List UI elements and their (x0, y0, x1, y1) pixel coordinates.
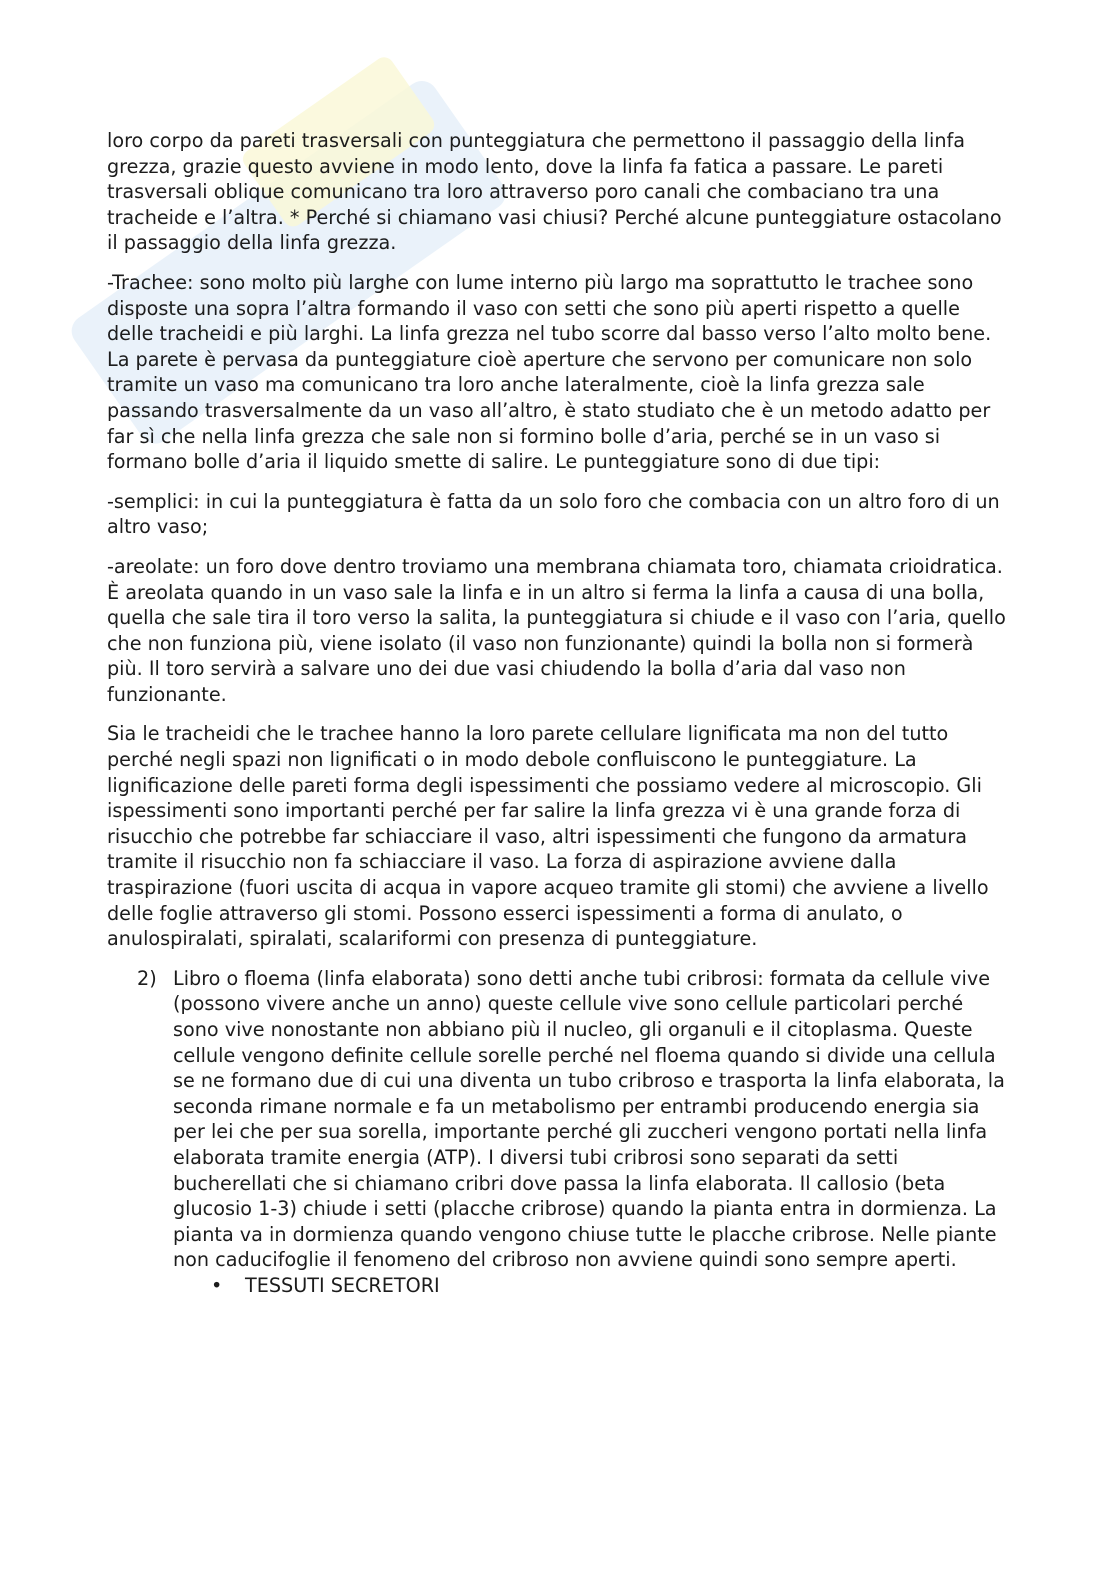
paragraph-tracheidi: loro corpo da pareti trasversali con punteggiatura che permettono il passaggio della linfa grezza, grazie questo avviene in modo lento, dove la linfa fa fatica a passare. Le pareti trasversali oblique comunicano tra loro attraverso poro canali che combaciano tra una tracheide e l’altra. * Perché si chiamano vasi chiusi? Perché alcune punteggiature ostacolano il passaggio della linfa grezza. (107, 129, 1002, 255)
paragraph-areolate: -areolate: un foro dove dentro troviamo una membrana chiamata toro, chiamata crioidratica. È areolata quando in un vaso sale la linfa e in un altro si ferma la linfa a causa di una bolla, quella che sale tira il toro verso la salita, la punteggiatura si chiude e il vaso con l’aria, quello che non funziona più, viene isolato (il vaso non funzionante) quindi la bolla non si formerà più. Il toro servirà a salvare uno dei due vasi chiudendo la bolla d’aria dal vaso non funzionante. (107, 554, 1006, 706)
bullet-icon: • (211, 1273, 223, 1297)
paragraph-trachee: -Trachee: sono molto più larghe con lume interno più largo ma soprattutto le trachee sono disposte una sopra l’altra formando il vaso con setti che sono più aperti rispetto a quelle delle tracheidi e più larghi. La linfa grezza nel tubo scorre dal basso verso l’alto molto bene. La parete è pervasa da punteggiature cioè aperture che servono per comunicare non solo tramite un vaso ma comunicano tra loro anche lateralmente, cioè la linfa grezza sale passando trasversalmente da un vaso all’altro, è stato studiato che è un metodo adatto per far sì che nella linfa grezza che sale non si formino bolle d’aria, perché se in un vaso si formano bolle d’aria il liquido smette di salire. Le punteggiature sono di due tipi: (107, 270, 992, 474)
paragraph-semplici: -semplici: in cui la punteggiatura è fatta da un solo foro che combacia con un altro foro di un altro vaso; (107, 489, 1000, 539)
paragraph-lignificazione: Sia le tracheidi che le trachee hanno la loro parete cellulare lignificata ma non del tutto perché negli spazi non lignificati o in modo debole confluiscono le punteggiature. La lignificazione delle pareti forma degli ispessimenti che possiamo vedere al microscopio. Gli ispessimenti sono importanti perché per far salire la linfa grezza vi è una grande forza di risucchio che potrebbe far schiacciare il vaso, altri ispessimenti che fungono da armatura tramite il risucchio non fa schiacciare il vaso. La forza di aspirazione avviene dalla traspirazione (fuori uscita di acqua in vapore acqueo tramite gli stomi) che avviene a livello delle foglie attraverso gli stomi. Possono esserci ispessimenti a forma di anulato, o anulospiralati, spiralati, scalariformi con presenza di punteggiature. (107, 722, 989, 951)
bullet-item-text: TESSUTI SECRETORI (245, 1273, 440, 1297)
list-number: 2) (137, 966, 157, 990)
list-item-floema (107, 966, 1012, 1273)
document-page (107, 128, 1012, 1299)
bullet-item-tessuti-secretori (107, 1273, 1012, 1299)
list-item-text: Libro o floema (linfa elaborata) sono detti anche tubi cribrosi: formata da cellule vive (possono vivere anche un anno) queste cellule vive sono cellule particolari perché sono vive nonostante non abbiano più il nucleo, gli organuli e il citoplasma. Queste cellule vengono definite cellule sorelle perché nel floema quando si divide una cellula se ne formano due di cui una diventa un tubo cribroso e trasporta la linfa elaborata, la seconda rimane normale e fa un metabolismo per entrambi producendo energia sia per lei che per sua sorella, importante perché gli zuccheri vengono portati nella linfa elaborata tramite energia (ATP). I diversi tubi cribrosi sono separati da setti bucherellati che si chiamano cribri dove passa la linfa elaborata. Il callosio (beta glucosio 1-3) chiude i setti (placche cribrose) quando la pianta entra in dormienza. La pianta va in dormienza quando vengono chiuse tutte le placche cribrose. Nelle piante non caducifoglie il fenomeno del cribroso non avviene quindi sono sempre aperti. (173, 966, 1005, 1272)
